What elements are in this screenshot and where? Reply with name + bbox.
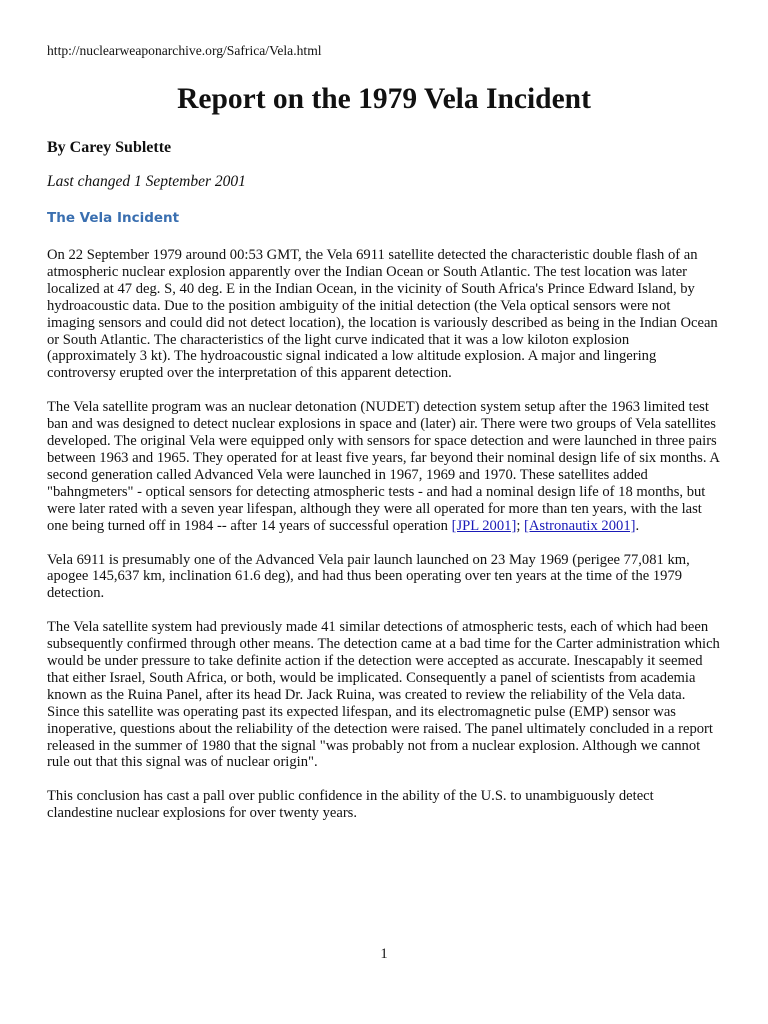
author-byline: By Carey Sublette: [47, 139, 172, 156]
paragraph-detection: On 22 September 1979 around 00:53 GMT, the Vela 6911 satellite detected the characteristic double flash of an atmospheric nuclear explosion apparently over the Indian Ocean or South Atlantic. The test location was later localized at 47 deg. S, 40 deg. E in the Indian Ocean, in the vicinity of South Africa's Prince Edward Island, by hydroacoustic data. Due to the position ambiguity of the initial detection (the Vela optical sensors were not imaging sensors and could did not detect location), the location is variously described as being in the Indian Ocean or South Atlantic. The characteristics of the light curve indicated that it was a low kiloton explosion (approximately 3 kt). The hydroacoustic signal indicated a low altitude explosion. A major and lingering controversy erupted over the interpretation of this apparent detection.: [47, 247, 718, 382]
paragraph-ruina-panel: The Vela satellite system had previously made 41 similar detections of atmospheric tests, each of which had been subsequently confirmed through other means. The detection came at a bad time for the Carter administration which would be under pressure to take definite action if the detection were accepted as accurate. Inescapably it seemed that either Israel, South Africa, or both, would be implicated. Consequently a panel of scientists from academia known as the Ruina Panel, after its head Dr. Jack Ruina, was created to review the reliability of the Vela data. Since this satellite was operating past its expected lifespan, and its electromagnetic pulse (EMP) sensor was inoperative, questions about the reliability of the detection were raised. The panel ultimately concluded in a report released in the summer of 1980 that the signal "was probably not from a nuclear explosion. Although we cannot rule out that this signal was of nuclear origin".: [47, 619, 720, 771]
reference-separator: ;: [516, 517, 525, 534]
paragraph-vela-program: [47, 399, 721, 534]
last-changed-date: Last changed 1 September 2001: [47, 173, 246, 190]
paragraph-conclusion: This conclusion has cast a pall over public confidence in the ability of the U.S. to unambiguously detect clandestine nuclear explosions for over twenty years.: [47, 788, 654, 822]
astronautix-2001-reference-link[interactable]: [Astronautix 2001]: [524, 517, 636, 534]
paragraph-end-period: .: [635, 517, 640, 534]
page-title: Report on the 1979 Vela Incident: [177, 83, 591, 115]
source-url: http://nuclearweaponarchive.org/Safrica/Vela.html: [47, 43, 322, 58]
section-heading: The Vela Incident: [47, 210, 180, 226]
page-number: 1: [380, 946, 388, 962]
paragraph-vela-6911: Vela 6911 is presumably one of the Advanced Vela pair launch launched on 23 May 1969 (perigee 77,081 km, apogee 145,637 km, inclination 61.6 deg), and had thus been operating over ten years at the time of the 1979 detection.: [47, 551, 690, 602]
jpl-2001-reference-link[interactable]: [JPL 2001]: [451, 517, 517, 534]
paragraph-vela-program-text: The Vela satellite program was an nuclear detonation (NUDET) detection system setup after the 1963 limited test ban and was designed to detect nuclear explosions in space and (later) air. There were two groups of Vela satellites developed. The original Vela were equipped only with sensors for space detection and were launched in three pairs between 1963 and 1965. They operated for at least five years, far beyond their nominal design life of six months. A second generation called Advanced Vela were launched in 1967, 1969 and 1970. These satellites added "bahngmeters" - optical sensors for detecting atmospheric tests - and had a nominal design life of 18 months, but were later rated with a seven year lifespan, although they were all operated for more than ten years, with the last one being turned off in 1984 -- after 14 years of successful operation: [47, 399, 720, 534]
